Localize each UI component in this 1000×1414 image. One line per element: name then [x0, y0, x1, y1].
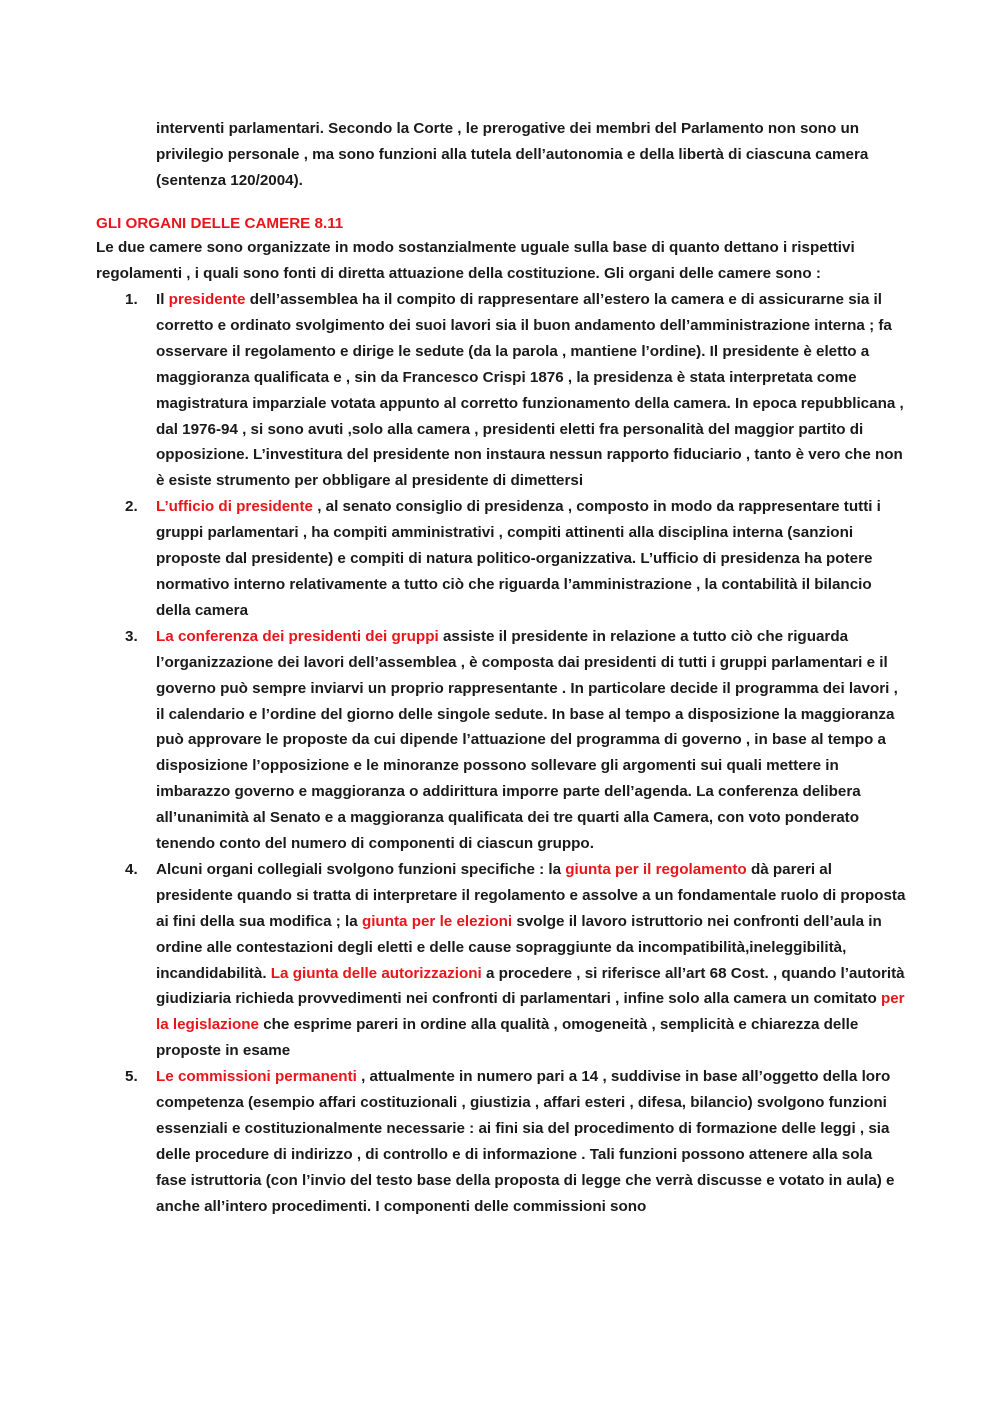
body-paragraph: Le due camere sono organizzate in modo sostanzialmente uguale sulla base di quanto dettano i rispettivi regolamenti , i quali sono fonti di diretta attuazione della costituzione. Gli organi delle camere sono :: [96, 239, 855, 282]
list-item-number: 1.: [125, 291, 138, 308]
intro-paragraph: interventi parlamentari. Secondo la Corte , le prerogative dei membri del Parlamento non sono un privilegio personale , ma sono funzioni alla tutela dell’autonomia e della libertà di ciascuna camera (sentenza 120/2004).: [156, 120, 869, 189]
list-item-text: dell’assemblea ha il compito di rappresentare all’estero la camera e di assicurarne sia il corretto e ordinato svolgimento dei suoi lavori sia il buon andamento dell’amministrazione interna ; fa osservare il regolamento e dirige le sedute (da la parola , mantiene l’ordine). Il presidente è eletto a maggioranza qualificata e , sin da Francesco Crispi 1876 , la presidenza è stata interpretata come magistratura imparziale votata appunto al corretto funzionamento della camera. In epoca repubblicana , dal 1976-94 , si sono avuti ,solo alla camera , presidenti eletti fra personalità del maggior partito di opposizione. L’investitura del presidente non instaura nessun rapporto fiduciario , tanto è vero che non è esiste strumento per obbligare al presidente di dimettersi: [156, 291, 904, 490]
list-item-text: Il: [156, 291, 169, 308]
list-item: [96, 857, 906, 1064]
list-item-text: assiste il presidente in relazione a tutto ciò che riguarda l’organizzazione dei lavori dell’assemblea , è composta dai presidenti di tutti i gruppi parlamentari e il governo può sempre inviarvi un proprio rappresentante . In particolare decide il programma dei lavori , il calendario e l’ordine del giorno delle singole sedute. In base al tempo a disposizione la maggioranza può approvare le proposte da cui dipende l’attuazione del programma di governo , in base al tempo a disposizione l’opposizione e le minoranze possono sollevare gli argomenti sui quali mettere in imbarazzo governo e maggioranza o addirittura imporre parte dell’agenda. La conferenza delibera all’unanimità al Senato e a maggioranza qualificata dei tre quarti alla Camera, con voto ponderato tenendo conto del numero di componenti di ciascun gruppo.: [156, 627, 898, 853]
list-item-number: 5.: [125, 1068, 138, 1086]
list-item: [96, 287, 906, 494]
list-item: [96, 624, 906, 857]
list-item-text: dà pareri al presidente quando si tratta di interpretare il regolamento e assolve a un fondamentale ruolo di proposta ai fini della sua modifica ; la: [156, 860, 906, 930]
highlighted-term: L’ufficio di presidente: [156, 498, 313, 516]
list-item: [96, 494, 906, 624]
list-item-text: a procedere , si riferisce all’art 68 Cost. , quando l’autorità giudiziaria richieda provvedimenti nei confronti di parlamentari , infine solo alla camera un comitato: [156, 964, 905, 1008]
list-item-text: che esprime pareri in ordine alla qualità , omogeneità , semplicità e chiarezza delle proposte in esame: [156, 1016, 859, 1060]
highlighted-term: presidente: [168, 291, 246, 308]
list-item-number: 3.: [125, 627, 138, 645]
list-item: [96, 1064, 906, 1219]
list-item-text: , al senato consiglio di presidenza , composto in modo da rappresentare tutti i gruppi parlamentari , ha compiti amministrativi , compiti attinenti alla disciplina interna (sanzioni proposte dal presidente) e compiti di natura politico-organizzativa. L’ufficio di presidenza ha potere normativo interno relativamente a tutto ciò che riguarda l’amministrazione , la contabilità il bilancio della camera: [156, 498, 881, 619]
list-item-text: Alcuni organi collegiali svolgono funzioni specifiche : la: [156, 860, 566, 878]
list-item-text: svolge il lavoro istruttorio nei confronti dell’aula in ordine alle contestazioni degli eletti e delle cause sopraggiunte da incompatibilità,ineleggibilità, incandidabilità.: [156, 912, 882, 982]
highlighted-term: giunta per il regolamento: [565, 860, 747, 878]
highlighted-term: Le commissioni permanenti: [156, 1068, 357, 1086]
highlighted-term: La giunta delle autorizzazioni: [270, 964, 482, 982]
highlighted-term: giunta per le elezioni: [361, 912, 513, 930]
highlighted-term: La conferenza dei presidenti dei gruppi: [156, 627, 439, 645]
list-item-text: , attualmente in numero pari a 14 , suddivise in base all’oggetto della loro competenza (esempio affari costituzionali , giustizia , affari esteri , difesa, bilancio) svolgono funzioni essenziali e costituzionalmente necessarie : ai fini sia del procedimento di formazione delle leggi , sia delle procedure di indirizzo , di controllo e di informazione . Tali funzioni possono attenere alla sola fase istruttoria (con l’invio del testo base della proposta di legge che verrà discusse e votato in aula) e anche all’intero procedimenti. I componenti delle commissioni sono: [156, 1068, 895, 1215]
list-item-number: 2.: [125, 498, 138, 516]
highlighted-term: per la legislazione: [156, 990, 905, 1034]
list-item-number: 4.: [125, 860, 138, 878]
section-heading: GLI ORGANI DELLE CAMERE 8.11: [96, 215, 344, 232]
organs-list: [96, 287, 906, 1220]
